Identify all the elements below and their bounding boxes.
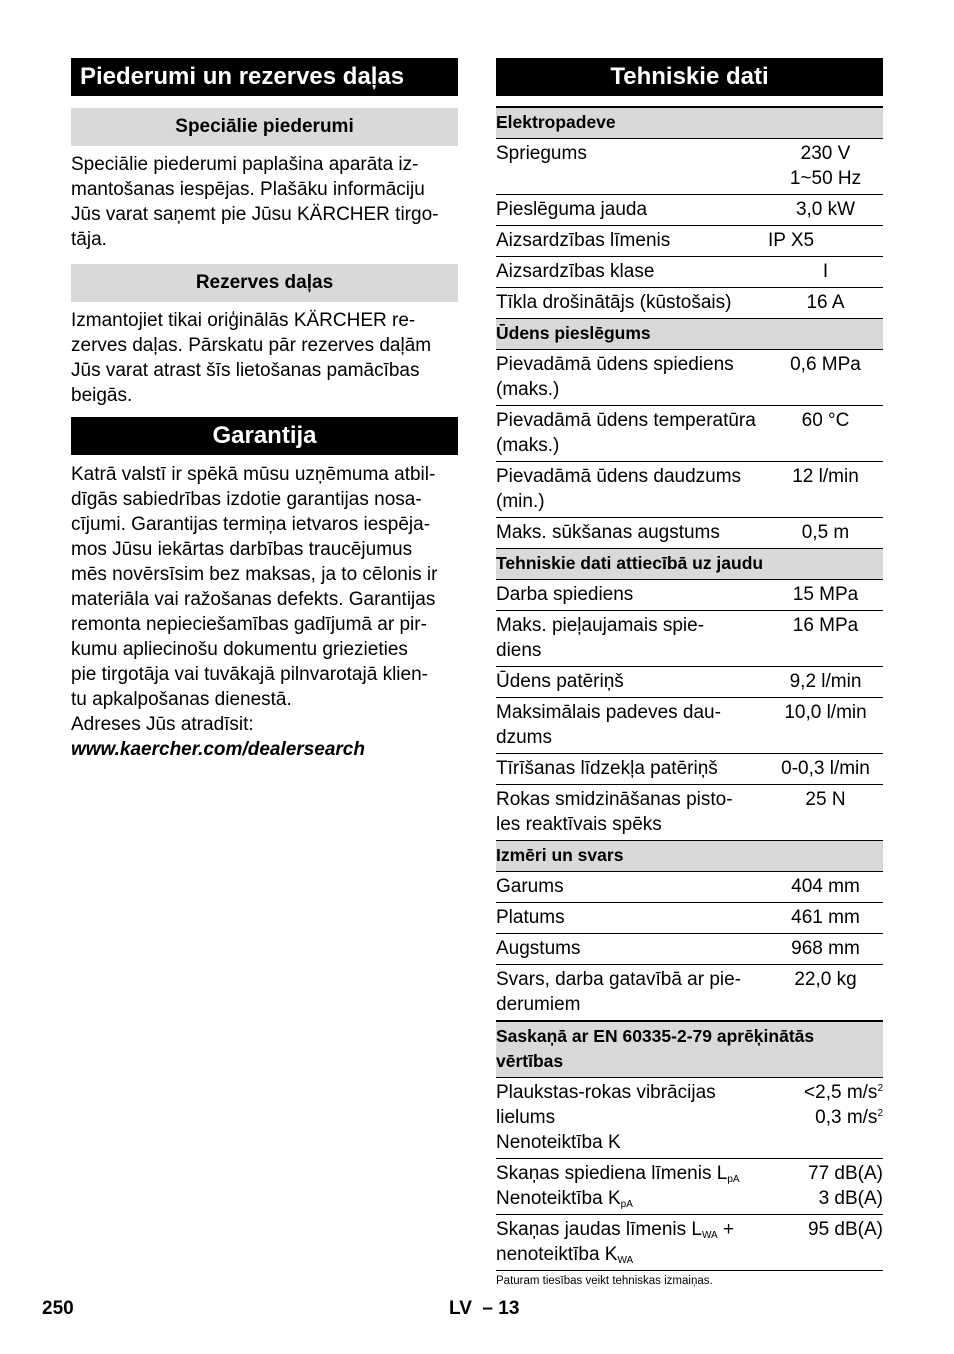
table-row bbox=[496, 195, 883, 226]
section-water: Ūdens pieslēgums bbox=[496, 319, 883, 350]
table-row bbox=[496, 139, 883, 195]
section-line: Saskaņā ar EN 60335-2-79 aprēķinātās bbox=[496, 1026, 815, 1046]
table-row bbox=[496, 1215, 883, 1271]
label-sub: WA bbox=[617, 1255, 634, 1266]
technical-data-heading: Tehniskie dati bbox=[496, 58, 883, 96]
text-line: beigās. bbox=[71, 385, 133, 406]
spec-value: 12 l/min bbox=[768, 462, 883, 518]
label-line: Pievadāmā ūdens daudzums bbox=[496, 466, 742, 487]
section-power: Elektropadeve bbox=[496, 107, 883, 139]
label-line: Rokas smidzināšanas pisto- bbox=[496, 789, 733, 810]
spec-label bbox=[496, 611, 768, 667]
warranty-heading: Garantija bbox=[71, 417, 458, 455]
value-text: <2,5 m/s bbox=[804, 1082, 878, 1103]
dealer-search-link[interactable]: www.kaercher.com/dealersearch bbox=[71, 739, 365, 760]
label-line: lielums bbox=[496, 1107, 556, 1128]
spec-value: 25 N bbox=[768, 785, 883, 841]
spec-label bbox=[496, 1078, 768, 1159]
section-line: vērtības bbox=[496, 1051, 564, 1071]
language-page-label: LV – 13 bbox=[449, 1298, 520, 1319]
warranty-text bbox=[71, 462, 458, 762]
table-row bbox=[496, 754, 883, 785]
label-line: Svars, darba gatavībā ar pie- bbox=[496, 969, 742, 990]
table-row bbox=[496, 611, 883, 667]
label-line: derumiem bbox=[496, 994, 581, 1015]
spare-parts-text bbox=[71, 308, 458, 408]
label-line: Maks. pieļaujamais spie- bbox=[496, 615, 705, 636]
table-row bbox=[496, 1159, 883, 1215]
table-row bbox=[496, 288, 883, 319]
table-section-row bbox=[496, 549, 883, 580]
text-line: cījumi. Garantijas termiņa ietvaros iespēja- bbox=[71, 514, 431, 535]
value-line: 230 V bbox=[800, 143, 851, 164]
label-sub: WA bbox=[701, 1230, 718, 1241]
spec-value: 10,0 l/min bbox=[768, 698, 883, 754]
spec-value: 95 dB(A) bbox=[768, 1215, 883, 1271]
label-line: diens bbox=[496, 640, 542, 661]
spec-value: 0,6 MPa bbox=[768, 350, 883, 406]
spec-label: Maks. sūkšanas augstums bbox=[496, 518, 768, 549]
spec-label: Platums bbox=[496, 903, 768, 934]
value-sup: 2 bbox=[877, 1083, 883, 1094]
spec-label bbox=[496, 462, 768, 518]
special-accessories-heading: Speciālie piederumi bbox=[71, 108, 458, 146]
text-line: mantošanas iespējas. Plašāku informāciju bbox=[71, 179, 425, 200]
spec-label: Pieslēguma jauda bbox=[496, 195, 768, 226]
text-line: Izmantojiet tikai oriģinālās KÄRCHER re- bbox=[71, 310, 416, 331]
label-text: + bbox=[717, 1219, 735, 1240]
table-row bbox=[496, 1078, 883, 1159]
spec-value: 0,5 m bbox=[768, 518, 883, 549]
spec-label: Aizsardzības klase bbox=[496, 257, 768, 288]
text-line: kumu apliecinošu dokumentu griezieties bbox=[71, 639, 408, 660]
spec-label: Spriegums bbox=[496, 139, 768, 195]
table-row bbox=[496, 257, 883, 288]
spec-label: Aizsardzības līmenis bbox=[496, 226, 768, 257]
label-line bbox=[496, 1161, 764, 1186]
table-section-row bbox=[496, 319, 883, 350]
accessories-heading: Piederumi un rezerves daļas bbox=[71, 58, 458, 96]
table-row bbox=[496, 785, 883, 841]
label-line: Pievadāmā ūdens temperatūra bbox=[496, 410, 756, 431]
spec-value: 16 MPa bbox=[768, 611, 883, 667]
spare-parts-heading: Rezerves daļas bbox=[71, 264, 458, 302]
value-line: 3 dB(A) bbox=[818, 1188, 883, 1209]
table-row bbox=[496, 462, 883, 518]
spec-label: Ūdens patēriņš bbox=[496, 667, 768, 698]
text-line: Adreses Jūs atradīsit: bbox=[71, 714, 254, 735]
text-line: zerves daļas. Pārskatu pār rezerves daļām bbox=[71, 335, 432, 356]
label-text: Nenoteiktība K bbox=[496, 1188, 621, 1209]
spec-label bbox=[496, 406, 768, 462]
value-text: 0,3 m/s bbox=[815, 1107, 878, 1128]
table-row bbox=[496, 518, 883, 549]
text-line: dīgās sabiedrības izdotie garantijas nosa- bbox=[71, 489, 422, 510]
label-line: Maksimālais padeves dau- bbox=[496, 702, 721, 723]
spec-value: 60 °C bbox=[768, 406, 883, 462]
table-row bbox=[496, 350, 883, 406]
label-line: Plaukstas-rokas vibrācijas bbox=[496, 1082, 716, 1103]
spec-value bbox=[768, 1078, 883, 1159]
spec-label: Garums bbox=[496, 872, 768, 903]
section-en-values bbox=[496, 1021, 883, 1078]
page-number: 250 bbox=[42, 1298, 74, 1319]
table-row bbox=[496, 903, 883, 934]
spec-label bbox=[496, 350, 768, 406]
table-section-row bbox=[496, 841, 883, 872]
text-line: mos Jūsu iekārtas darbības traucējumus bbox=[71, 539, 413, 560]
technical-data-table bbox=[496, 106, 883, 1271]
section-performance: Tehniskie dati attiecībā uz jaudu bbox=[496, 549, 883, 580]
spec-label: Augstums bbox=[496, 934, 768, 965]
left-column bbox=[71, 58, 458, 762]
label-sub: pA bbox=[620, 1199, 633, 1210]
spec-value: 0-0,3 l/min bbox=[768, 754, 883, 785]
table-row bbox=[496, 698, 883, 754]
text-line: mēs novērsīsim bez maksas, ja to cēlonis ir bbox=[71, 564, 438, 585]
value-line: 1~50 Hz bbox=[789, 168, 862, 189]
spec-value: 9,2 l/min bbox=[768, 667, 883, 698]
label-text: nenoteiktība K bbox=[496, 1244, 618, 1265]
special-accessories-text bbox=[71, 152, 458, 252]
label-line bbox=[496, 1186, 764, 1211]
table-row bbox=[496, 226, 883, 257]
label-line: Pievadāmā ūdens spiediens bbox=[496, 354, 734, 375]
label-line bbox=[496, 1217, 764, 1242]
label-line: (min.) bbox=[496, 491, 545, 512]
label-line: (maks.) bbox=[496, 379, 560, 400]
label-text: Skaņas jaudas līmenis L bbox=[496, 1219, 702, 1240]
spec-label bbox=[496, 698, 768, 754]
spec-value: 22,0 kg bbox=[768, 965, 883, 1022]
spec-label: Tīkla drošinātājs (kūstošais) bbox=[496, 288, 768, 319]
text-line: materiāla vai ražošanas defekts. Garantijas bbox=[71, 589, 436, 610]
text-line: Katrā valstī ir spēkā mūsu uzņēmuma atbil- bbox=[71, 464, 436, 485]
spec-value: IP X5 bbox=[768, 226, 883, 257]
spec-value: 15 MPa bbox=[768, 580, 883, 611]
value-line bbox=[768, 1105, 883, 1130]
spec-value: 404 mm bbox=[768, 872, 883, 903]
table-row bbox=[496, 667, 883, 698]
text-line: pie tirgotāja vai tuvākajā pilnvarotajā klien- bbox=[71, 664, 428, 685]
spec-value bbox=[768, 139, 883, 195]
spec-label bbox=[496, 1159, 768, 1215]
spec-value: 461 mm bbox=[768, 903, 883, 934]
table-section-row bbox=[496, 107, 883, 139]
text-line: remonta nepieciešamības gadījumā ar pir- bbox=[71, 614, 427, 635]
spec-value: 968 mm bbox=[768, 934, 883, 965]
text-line: Jūs varat atrast šīs lietošanas pamācības bbox=[71, 360, 420, 381]
table-row bbox=[496, 934, 883, 965]
section-dimensions: Izmēri un svars bbox=[496, 841, 883, 872]
spec-label bbox=[496, 785, 768, 841]
spec-value: I bbox=[768, 257, 883, 288]
spec-label bbox=[496, 1215, 768, 1271]
label-text: Skaņas spiediena līmenis L bbox=[496, 1163, 728, 1184]
right-column bbox=[496, 58, 883, 1287]
label-line bbox=[496, 1242, 764, 1267]
spec-label: Tīrīšanas līdzekļa patēriņš bbox=[496, 754, 768, 785]
text-line: Jūs varat saņemt pie Jūsu KÄRCHER tirgo- bbox=[71, 204, 439, 225]
table-row bbox=[496, 580, 883, 611]
spec-label: Darba spiediens bbox=[496, 580, 768, 611]
value-sup: 2 bbox=[877, 1108, 883, 1119]
spec-value: 3,0 kW bbox=[768, 195, 883, 226]
spec-value bbox=[768, 1159, 883, 1215]
technical-changes-note: Paturam tiesības veikt tehniskas izmaiņas. bbox=[496, 1275, 713, 1287]
label-line: dzums bbox=[496, 727, 552, 748]
table-section-row bbox=[496, 1021, 883, 1078]
text-line: tāja. bbox=[71, 229, 107, 250]
table-row bbox=[496, 406, 883, 462]
label-sub: pA bbox=[727, 1174, 740, 1185]
spec-value: 16 A bbox=[768, 288, 883, 319]
text-line: Speciālie piederumi paplašina aparāta iz- bbox=[71, 154, 419, 175]
spec-label bbox=[496, 965, 768, 1022]
label-line: Nenoteiktība K bbox=[496, 1132, 621, 1153]
label-line: les reaktīvais spēks bbox=[496, 814, 662, 835]
value-line: 77 dB(A) bbox=[808, 1163, 883, 1184]
table-row bbox=[496, 872, 883, 903]
label-line: (maks.) bbox=[496, 435, 560, 456]
text-line: tu apkalpošanas dienestā. bbox=[71, 689, 292, 710]
value-line bbox=[768, 1080, 883, 1105]
table-row bbox=[496, 965, 883, 1022]
